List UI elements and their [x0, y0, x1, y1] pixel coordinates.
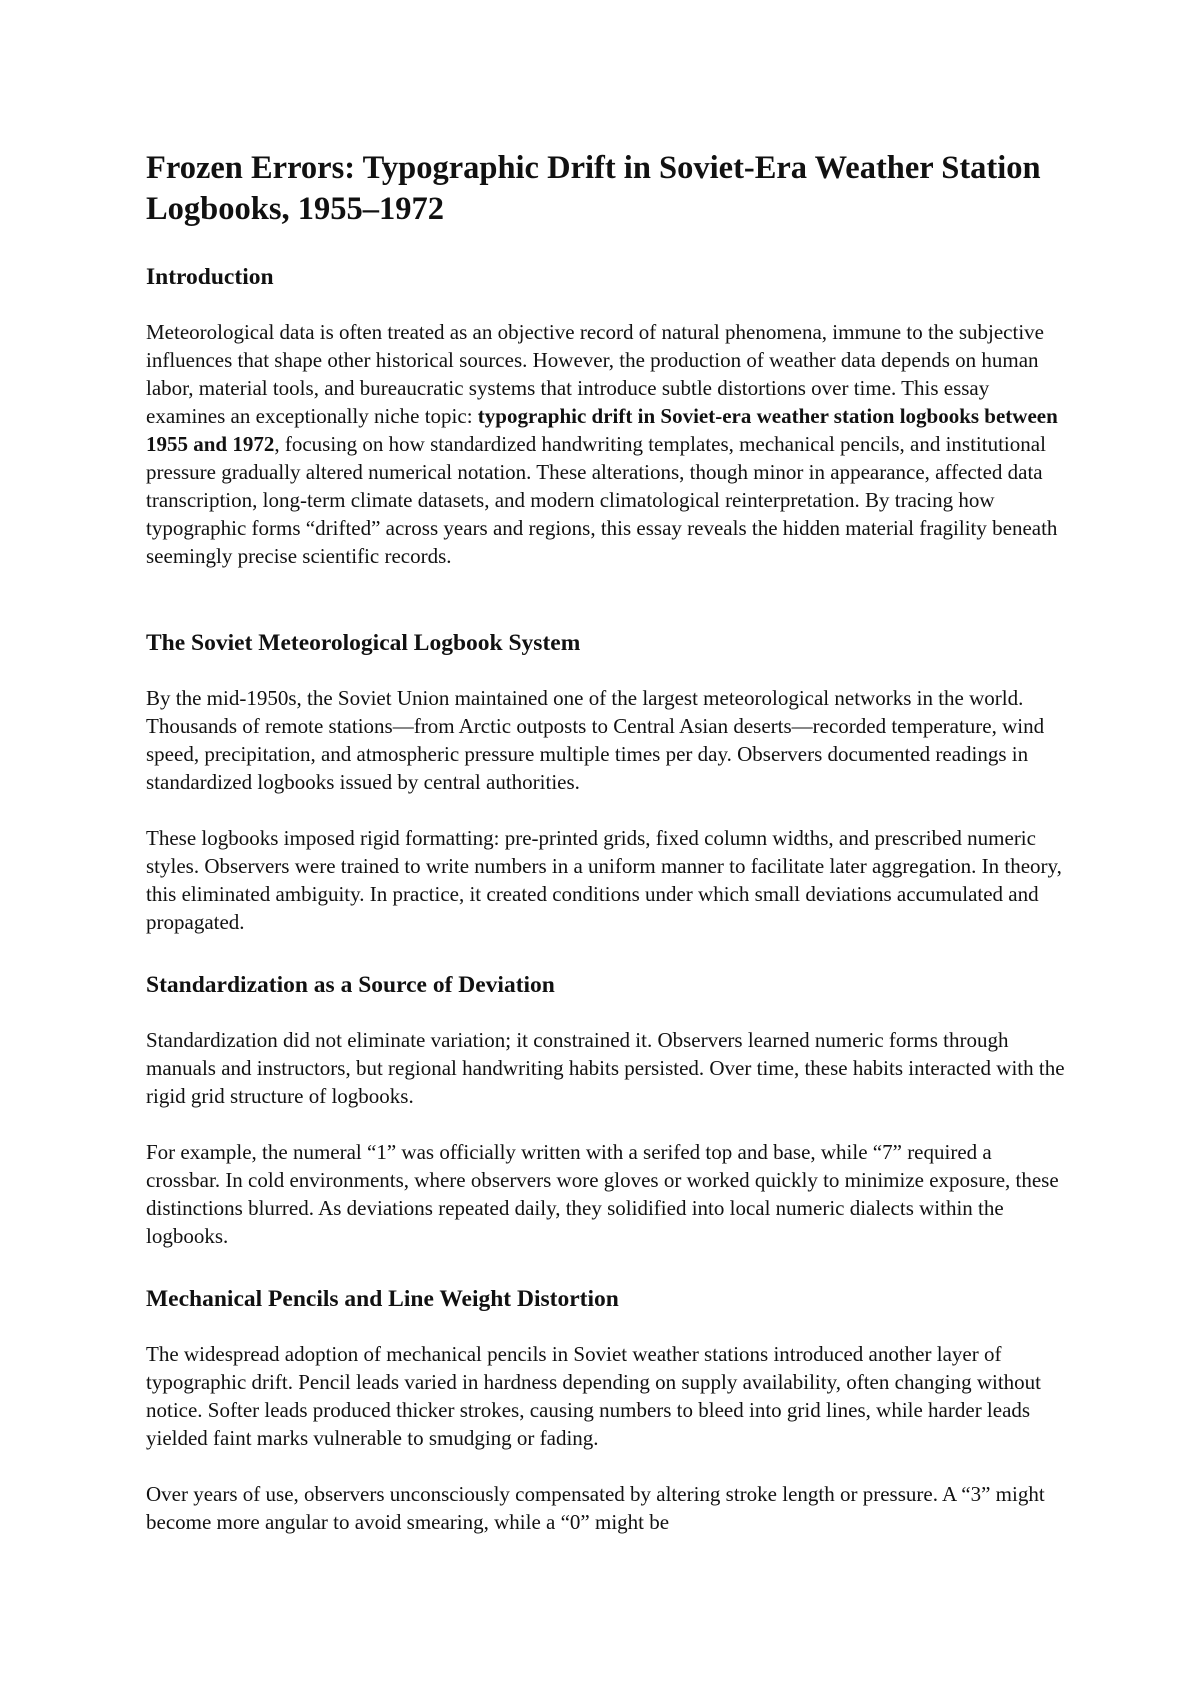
- intro-text-after: , focusing on how standardized handwriting templates, mechanical pencils, and institutional pressure gradually altered numerical notation. These alterations, though minor in appearance, affected data transcription, long-term climate datasets, and modern climatological reinterpretation. By tracing how typographic forms “drifted” across years and regions, this essay reveals the hidden material fragility beneath seemingly precise scientific records.: [146, 432, 1058, 568]
- intro-text-before: Meteorological data is often treated as an objective record of natural phenomena, immune to the subjective influences that shape other historical sources. However, the production of weather data depends on human labor, material tools, and bureaucratic systems that introduce subtle distortions over time. This essay examines an exceptionally niche topic:: [146, 320, 1044, 428]
- section-heading-standardization: Standardization as a Source of Deviation: [146, 972, 555, 998]
- standardization-paragraph-1: Standardization did not eliminate variation; it constrained it. Observers learned numeric forms through manuals and instructors, but regional handwriting habits persisted. Over time, these habits interacted with the rigid grid structure of logbooks.: [146, 1028, 1065, 1108]
- section-heading-logbook-system: The Soviet Meteorological Logbook System: [146, 630, 581, 656]
- logbook-system-paragraph-1: By the mid-1950s, the Soviet Union maintained one of the largest meteorological networks in the world. Thousands of remote stations—from Arctic outposts to Central Asian deserts—recorded temperature, wind speed, precipitation, and atmospheric pressure multiple times per day. Observers documented readings in standardized logbooks issued by central authorities.: [146, 686, 1045, 794]
- standardization-paragraph-2: For example, the numeral “1” was officially written with a serifed top and base, while “7” required a crossbar. In cold environments, where observers wore gloves or worked quickly to minimize exposure, these distinctions blurred. As deviations repeated daily, they solidified into local numeric dialects within the logbooks.: [146, 1140, 1059, 1248]
- intro-paragraph: [146, 318, 1066, 570]
- document-title: Frozen Errors: Typographic Drift in Soviet-Era Weather Station Logbooks, 1955–1972: [146, 150, 1041, 227]
- mechanical-pencils-paragraph-1: The widespread adoption of mechanical pencils in Soviet weather stations introduced another layer of typographic drift. Pencil leads varied in hardness depending on supply availability, often changing without notice. Softer leads produced thicker strokes, causing numbers to bleed into grid lines, while harder leads yielded faint marks vulnerable to smudging or fading.: [146, 1342, 1042, 1450]
- logbook-system-paragraph-2: These logbooks imposed rigid formatting: pre-printed grids, fixed column widths, and prescribed numeric styles. Observers were trained to write numbers in a uniform manner to facilitate later aggregation. In theory, this eliminated ambiguity. In practice, it created conditions under which small deviations accumulated and propagated.: [146, 826, 1062, 934]
- intro-text-bold: typographic drift in Soviet-era weather station logbooks between 1955 and 1972: [146, 404, 1058, 456]
- mechanical-pencils-paragraph-2: Over years of use, observers unconsciously compensated by altering stroke length or pressure. A “3” might become more angular to avoid smearing, while a “0” might be: [146, 1482, 1045, 1534]
- section-heading-mechanical-pencils: Mechanical Pencils and Line Weight Distortion: [146, 1286, 619, 1312]
- intro-heading: Introduction: [146, 264, 274, 290]
